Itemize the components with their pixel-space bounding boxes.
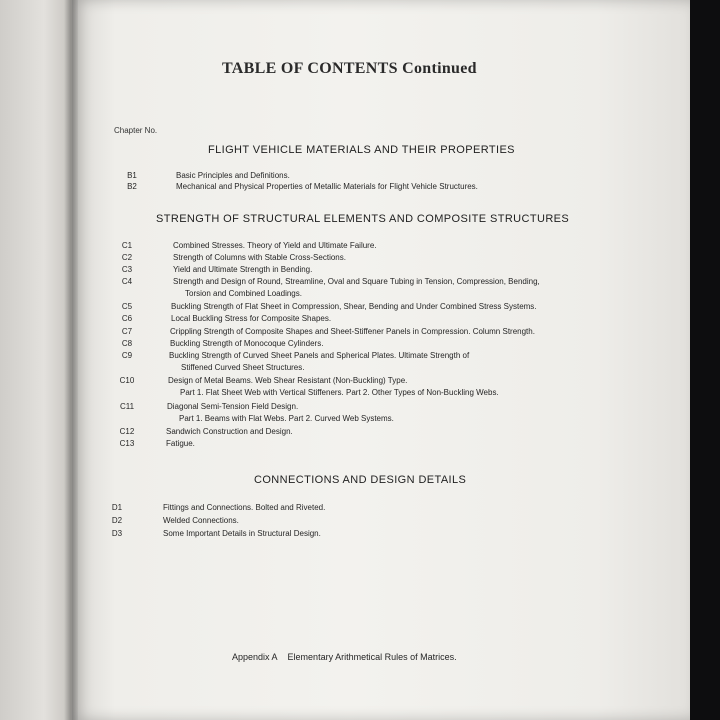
chapter-code: C2 — [121, 253, 133, 262]
page-title: TABLE OF CONTENTS Continued — [222, 60, 477, 77]
chapter-title: Crippling Strength of Composite Shapes and Sheet-Stiffener Panels in Compression. Column Strength. — [170, 327, 535, 336]
chapter-code: C8 — [121, 339, 133, 348]
chapter-title: Buckling Strength of Monocoque Cylinders. — [170, 339, 324, 348]
chapter-number-label: Chapter No. — [114, 126, 158, 135]
chapter-title: Basic Principles and Definitions. — [176, 171, 290, 180]
chapter-title: Strength and Design of Round, Streamline, Oval and Square Tubing in Tension, Compression, Bending, — [173, 277, 540, 286]
chapter-code: C1 — [121, 241, 133, 250]
chapter-title: Buckling Strength of Curved Sheet Panels and Spherical Plates. Ultimate Strength of — [169, 351, 470, 360]
chapter-title-continued: Part 1. Flat Sheet Web with Vertical Stiffeners. Part 2. Other Types of Non-Buckling Webs. — [180, 388, 499, 397]
chapter-code: C12 — [119, 427, 135, 436]
chapter-code: C5 — [121, 302, 133, 311]
chapter-code: C9 — [121, 351, 133, 360]
chapter-title: Diagonal Semi-Tension Field Design. — [167, 402, 299, 411]
chapter-code: C11 — [119, 402, 135, 411]
chapter-title: Welded Connections. — [163, 516, 239, 525]
appendix-entry — [232, 652, 457, 662]
chapter-title-continued: Part 1. Beams with Flat Webs. Part 2. Curved Web Systems. — [179, 414, 394, 423]
section-heading-connections: CONNECTIONS AND DESIGN DETAILS — [254, 474, 467, 486]
chapter-code: C7 — [121, 327, 133, 336]
chapter-title: Design of Metal Beams. Web Shear Resistant (Non-Buckling) Type. — [168, 376, 408, 385]
chapter-code: B1 — [127, 171, 137, 180]
chapter-title: Yield and Ultimate Strength in Bending. — [173, 265, 313, 274]
appendix-title: Elementary Arithmetical Rules of Matrices. — [287, 652, 457, 662]
chapter-code: D3 — [111, 529, 123, 538]
chapter-title: Fittings and Connections. Bolted and Riveted. — [163, 503, 326, 512]
chapter-code: C4 — [121, 277, 133, 286]
chapter-title-continued: Torsion and Combined Loadings. — [185, 289, 302, 298]
chapter-title: Some Important Details in Structural Design. — [163, 529, 321, 538]
chapter-code: C3 — [121, 265, 133, 274]
chapter-code: B2 — [127, 182, 137, 191]
chapter-title: Combined Stresses. Theory of Yield and Ultimate Failure. — [173, 241, 377, 250]
chapter-title: Mechanical and Physical Properties of Metallic Materials for Flight Vehicle Structures. — [176, 182, 478, 191]
chapter-title: Strength of Columns with Stable Cross-Sections. — [173, 253, 346, 262]
appendix-label: Appendix A — [232, 652, 278, 662]
chapter-title: Fatigue. — [166, 439, 195, 448]
book-gutter — [64, 0, 78, 720]
chapter-code: C13 — [119, 439, 135, 448]
chapter-title-continued: Stiffened Curved Sheet Structures. — [181, 363, 305, 372]
chapter-title: Local Buckling Stress for Composite Shapes. — [171, 314, 332, 323]
chapter-code: D1 — [111, 503, 123, 512]
section-heading-materials: FLIGHT VEHICLE MATERIALS AND THEIR PROPERTIES — [208, 144, 515, 156]
chapter-title: Sandwich Construction and Design. — [166, 427, 293, 436]
chapter-code: C10 — [119, 376, 135, 385]
chapter-code: D2 — [111, 516, 123, 525]
chapter-title: Buckling Strength of Flat Sheet in Compression, Shear, Bending and Under Combined Stress Systems. — [171, 302, 537, 311]
chapter-code: C6 — [121, 314, 133, 323]
section-heading-strength: STRENGTH OF STRUCTURAL ELEMENTS AND COMPOSITE STRUCTURES — [156, 213, 570, 225]
